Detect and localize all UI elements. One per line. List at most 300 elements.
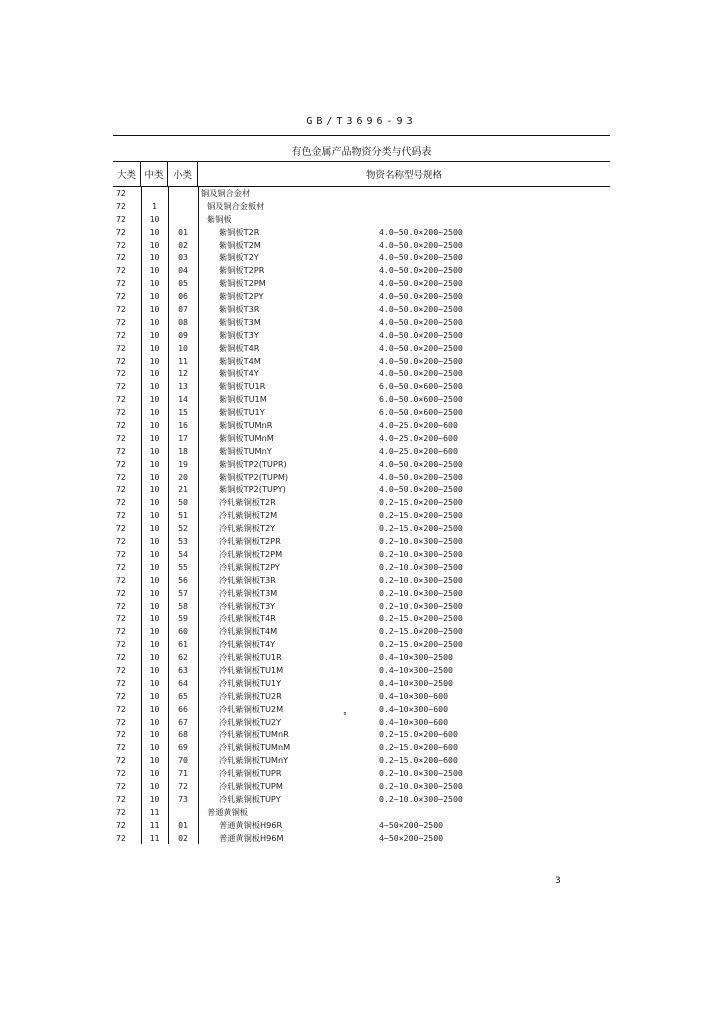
- cell-major: 72: [116, 626, 126, 637]
- cell-spec: 4.0~25.0×200~600: [379, 432, 458, 443]
- cell-minor: 57: [178, 587, 188, 598]
- cell-spec: 4.0~50.0×200~2500: [379, 458, 463, 469]
- cell-name-spec: [198, 612, 610, 625]
- cell-spec: 4.0~50.0×200~2500: [379, 278, 463, 289]
- cell-minor: 17: [178, 432, 188, 443]
- cell-middle: 10: [149, 690, 160, 701]
- cell-major: 72: [116, 574, 126, 585]
- cell-major: 72: [116, 703, 126, 714]
- cell-middle: 10: [149, 497, 160, 508]
- cell-minor: 15: [178, 407, 188, 418]
- cell-minor: 13: [178, 381, 188, 392]
- table-row: [113, 664, 610, 677]
- cell-name: 紫铜板TP2(TUPY): [219, 484, 286, 495]
- cell-name-spec: [198, 664, 610, 677]
- cell-minor: 08: [178, 316, 188, 327]
- cell-major: 72: [116, 381, 126, 392]
- cell-spec: 0.2~10.0×300~2500: [379, 600, 463, 611]
- table-row: [113, 483, 610, 496]
- cell-spec: 0.2~15.0×200~2500: [379, 497, 463, 508]
- table-row: [113, 574, 610, 587]
- table-row: [113, 445, 610, 458]
- cell-name: 冷轧紫铜板TUPR: [219, 768, 282, 779]
- cell-name-spec: [198, 638, 610, 651]
- cell-major: 72: [116, 793, 126, 804]
- cell-major: 72: [116, 304, 126, 315]
- table-row: [113, 277, 610, 290]
- cell-minor: 50: [178, 497, 188, 508]
- cell-spec: 0.2~15.0×200~600: [379, 742, 458, 753]
- cell-minor: 07: [178, 304, 188, 315]
- cell-name-spec: [198, 832, 610, 845]
- cell-minor: 09: [178, 329, 188, 340]
- cell-minor: 21: [178, 484, 188, 495]
- cell-middle: 10: [149, 265, 160, 276]
- cell-major: 72: [116, 316, 126, 327]
- cell-name-spec: [198, 445, 610, 458]
- cell-name: 紫铜板TUMnM: [219, 432, 274, 443]
- cell-name-spec: [198, 303, 610, 316]
- cell-name: 紫铜板T3M: [219, 316, 261, 327]
- cell-name-spec: [198, 226, 610, 239]
- cell-name: 冷轧紫铜板T4M: [219, 626, 278, 637]
- cell-middle: 10: [149, 742, 160, 753]
- cell-name-spec: [198, 780, 610, 793]
- cell-minor: 55: [178, 561, 188, 572]
- cell-spec: 0.2~15.0×200~2500: [379, 626, 463, 637]
- cell-middle: 10: [149, 213, 160, 224]
- table-row: [113, 651, 610, 664]
- cell-name: 紫铜板TU1R: [219, 381, 266, 392]
- cell-major: 72: [116, 613, 126, 624]
- table-row: [113, 638, 610, 651]
- cell-middle: 10: [149, 252, 160, 263]
- cell-name-spec: [198, 200, 610, 213]
- cell-name-spec: [198, 213, 610, 226]
- cell-spec: 0.4~10×300~600: [379, 703, 449, 714]
- table-row: [113, 432, 610, 445]
- cell-name-spec: [198, 574, 610, 587]
- cell-spec: 4.0~50.0×200~2500: [379, 304, 463, 315]
- cell-name: 冷轧紫铜板TUMnM: [219, 742, 291, 753]
- cell-name-spec: [198, 587, 610, 600]
- cell-middle: 10: [149, 355, 160, 366]
- cell-name: 紫铜板TUMnY: [219, 445, 272, 456]
- cell-major: 72: [116, 768, 126, 779]
- cell-middle: 10: [149, 587, 160, 598]
- cell-name: 冷轧紫铜板TU2M: [219, 703, 284, 714]
- cell-name: 冷轧紫铜板TU2R: [219, 690, 282, 701]
- cell-middle: 10: [149, 291, 160, 302]
- cell-major: 72: [116, 561, 126, 572]
- cell-major: 72: [116, 265, 126, 276]
- cell-spec: 4.0~50.0×200~2500: [379, 265, 463, 276]
- cell-major: 72: [116, 716, 126, 727]
- cell-minor: [168, 806, 198, 819]
- cell-minor: 67: [178, 716, 188, 727]
- cell-name-spec: [198, 522, 610, 535]
- cell-name-spec: [198, 277, 610, 290]
- table-row: [113, 251, 610, 264]
- cell-name-spec: [198, 458, 610, 471]
- cell-middle: 10: [149, 471, 160, 482]
- cell-spec: 0.4~10×300~2500: [379, 664, 453, 675]
- cell-major: 72: [116, 819, 126, 830]
- classification-table: [113, 161, 610, 844]
- column-divider: [141, 187, 142, 844]
- cell-name: 冷轧紫铜板TU1Y: [219, 677, 282, 688]
- cell-name-spec: [198, 355, 610, 368]
- cell-major: 72: [116, 639, 126, 650]
- header-middle: 中类: [141, 162, 168, 186]
- cell-name: 冷轧紫铜板TUMnY: [219, 755, 289, 766]
- cell-minor: 61: [178, 639, 188, 650]
- cell-name-spec: [198, 625, 610, 638]
- cell-major: 72: [116, 729, 126, 740]
- cell-middle: 10: [149, 755, 160, 766]
- table-row: [113, 677, 610, 690]
- cell-name: 冷轧紫铜板TU1R: [219, 652, 282, 663]
- cell-minor: 65: [178, 690, 188, 701]
- table-row: [113, 625, 610, 638]
- cell-name-spec: [198, 432, 610, 445]
- cell-middle: 11: [149, 832, 160, 843]
- cell-name: 普通黄铜板: [207, 806, 248, 817]
- table-row: [113, 806, 610, 819]
- cell-minor: 12: [178, 368, 188, 379]
- cell-minor: [168, 200, 198, 213]
- cell-name: 紫铜板T2M: [219, 239, 261, 250]
- cell-spec: 4.0~50.0×200~2500: [379, 226, 463, 237]
- cell-minor: 63: [178, 664, 188, 675]
- cell-name-spec: [198, 329, 610, 342]
- cell-minor: 01: [178, 226, 188, 237]
- cell-middle: 10: [149, 652, 160, 663]
- table-row: [113, 367, 610, 380]
- header-minor: 小类: [168, 162, 198, 186]
- cell-name-spec: [198, 483, 610, 496]
- cell-minor: 16: [178, 420, 188, 431]
- table-row: [113, 200, 610, 213]
- cell-major: 72: [116, 213, 126, 224]
- table-body: [113, 187, 610, 844]
- top-rule: [113, 135, 610, 136]
- cell-name: 冷轧紫铜板T4Y: [219, 639, 276, 650]
- cell-name: 冷轧紫铜板T2PM: [219, 548, 283, 559]
- cell-middle: 10: [149, 523, 160, 534]
- cell-middle: 10: [149, 703, 160, 714]
- cell-name: 紫铜板T2PM: [219, 278, 266, 289]
- cell-spec: 4.0~25.0×200~600: [379, 445, 458, 456]
- table-row: [113, 741, 610, 754]
- cell-name-spec: [198, 496, 610, 509]
- cell-name: 铜及铜合金板材: [207, 200, 265, 211]
- table-row: [113, 213, 610, 226]
- cell-major: 72: [116, 226, 126, 237]
- cell-middle: 10: [149, 445, 160, 456]
- cell-minor: 70: [178, 755, 188, 766]
- cell-name-spec: [198, 716, 610, 729]
- table-header: [113, 161, 610, 187]
- table-row: [113, 329, 610, 342]
- cell-middle: 10: [149, 394, 160, 405]
- cell-minor: 18: [178, 445, 188, 456]
- table-row: [113, 419, 610, 432]
- cell-minor: 51: [178, 510, 188, 521]
- cell-major: 72: [116, 652, 126, 663]
- cell-minor: 02: [178, 832, 188, 843]
- cell-name: 冷轧紫铜板T2PY: [219, 561, 280, 572]
- cell-name: 紫铜板T3R: [219, 304, 260, 315]
- cell-spec: 4.0~50.0×200~2500: [379, 484, 463, 495]
- cell-minor: 59: [178, 613, 188, 624]
- cell-name-spec: [198, 406, 610, 419]
- cell-name-spec: [198, 509, 610, 522]
- cell-spec: 4.0~50.0×200~2500: [379, 368, 463, 379]
- table-row: [113, 728, 610, 741]
- table-row: [113, 380, 610, 393]
- cell-major: 72: [116, 677, 126, 688]
- cell-major: 72: [116, 664, 126, 675]
- cell-minor: 72: [178, 780, 188, 791]
- cell-name-spec: [198, 342, 610, 355]
- table-title: 有色金属产品物资分类与代码表: [291, 147, 432, 158]
- cell-middle: 1: [152, 200, 157, 211]
- cell-name: 紫铜板: [207, 213, 232, 224]
- cell-major: 72: [116, 342, 126, 353]
- header-major: 大类: [113, 162, 141, 186]
- cell-spec: 0.2~15.0×200~2500: [379, 510, 463, 521]
- cell-name-spec: [198, 754, 610, 767]
- table-row: [113, 587, 610, 600]
- cell-spec: 4.0~50.0×200~2500: [379, 342, 463, 353]
- cell-name-spec: [198, 600, 610, 613]
- cell-name: 普通黄铜板H96R: [219, 819, 283, 830]
- cell-spec: 0.2~10.0×300~2500: [379, 768, 463, 779]
- table-row: [113, 612, 610, 625]
- cell-name: 冷轧紫铜板T3R: [219, 574, 276, 585]
- header-name-spec: 物资名称型号规格: [365, 170, 442, 181]
- column-divider: [198, 187, 199, 844]
- cell-major: 72: [116, 806, 126, 817]
- cell-spec: 0.2~10.0×300~2500: [379, 587, 463, 598]
- cell-middle: 11: [149, 819, 160, 830]
- cell-minor: 14: [178, 394, 188, 405]
- cell-middle: 10: [149, 316, 160, 327]
- cell-name: 冷轧紫铜板T2R: [219, 497, 276, 508]
- cell-middle: [141, 187, 168, 200]
- cell-name: 冷轧紫铜板TU2Y: [219, 716, 282, 727]
- cell-name-spec: [198, 819, 610, 832]
- cell-name: 紫铜板T4M: [219, 355, 261, 366]
- cell-spec: 4.0~50.0×200~2500: [379, 316, 463, 327]
- cell-major: 72: [116, 832, 126, 843]
- cell-middle: 10: [149, 226, 160, 237]
- cell-middle: 10: [149, 239, 160, 250]
- cell-name: 冷轧紫铜板T2PR: [219, 536, 281, 547]
- cell-spec: 0.2~10.0×300~2500: [379, 793, 463, 804]
- cell-major: 72: [116, 368, 126, 379]
- cell-major: 72: [116, 690, 126, 701]
- cell-name-spec: [198, 741, 610, 754]
- cell-major: 72: [116, 329, 126, 340]
- cell-spec: 0.2~15.0×200~2500: [379, 523, 463, 534]
- cell-middle: 10: [149, 716, 160, 727]
- cell-major: 72: [116, 252, 126, 263]
- cell-minor: 58: [178, 600, 188, 611]
- cell-major: 72: [116, 755, 126, 766]
- cell-middle: 10: [149, 600, 160, 611]
- table-row: [113, 522, 610, 535]
- cell-name-spec: [198, 367, 610, 380]
- cell-middle: 10: [149, 304, 160, 315]
- table-row: [113, 690, 610, 703]
- table-row: [113, 703, 610, 716]
- table-row: [113, 716, 610, 729]
- cell-name: 冷轧紫铜板TUPM: [219, 780, 283, 791]
- cell-name: 冷轧紫铜板T3Y: [219, 600, 276, 611]
- cell-name-spec: [198, 251, 610, 264]
- table-row: [113, 561, 610, 574]
- cell-name: 普通黄铜板H96M: [219, 832, 284, 843]
- cell-minor: 20: [178, 471, 188, 482]
- cell-major: 72: [116, 355, 126, 366]
- cell-spec: 4.0~50.0×200~2500: [379, 239, 463, 250]
- cell-major: 72: [116, 523, 126, 534]
- cell-name: 紫铜板TU1M: [219, 394, 267, 405]
- cell-middle: 10: [149, 574, 160, 585]
- cell-minor: 10: [178, 342, 188, 353]
- cell-name-spec: [198, 471, 610, 484]
- cell-major: 72: [116, 471, 126, 482]
- table-row: [113, 355, 610, 368]
- cell-middle: 10: [149, 613, 160, 624]
- cell-middle: 10: [149, 780, 160, 791]
- cell-minor: 62: [178, 652, 188, 663]
- cell-minor: 05: [178, 278, 188, 289]
- cell-middle: 10: [149, 458, 160, 469]
- cell-name-spec: [198, 264, 610, 277]
- cell-spec: 4.0~50.0×200~2500: [379, 291, 463, 302]
- cell-spec: 4~50×200~2500: [379, 819, 444, 830]
- cell-middle: 10: [149, 432, 160, 443]
- cell-major: 72: [116, 445, 126, 456]
- cell-spec: 0.2~15.0×200~600: [379, 729, 458, 740]
- cell-minor: [168, 187, 198, 200]
- cell-minor: 66: [178, 703, 188, 714]
- cell-middle: 10: [149, 420, 160, 431]
- cell-major: 72: [116, 420, 126, 431]
- cell-name: 冷轧紫铜板T3M: [219, 587, 278, 598]
- table-row: [113, 406, 610, 419]
- cell-major: 72: [116, 200, 126, 211]
- cell-name: 紫铜板T2R: [219, 226, 260, 237]
- table-row: [113, 754, 610, 767]
- table-row: [113, 458, 610, 471]
- cell-name: 冷轧紫铜板T4R: [219, 613, 276, 624]
- cell-spec: 0.2~10.0×300~2500: [379, 561, 463, 572]
- table-row: [113, 342, 610, 355]
- cell-minor: 06: [178, 291, 188, 302]
- cell-middle: 10: [149, 329, 160, 340]
- cell-spec: 0.2~10.0×300~2500: [379, 536, 463, 547]
- cell-major: 72: [116, 536, 126, 547]
- cell-middle: 10: [149, 768, 160, 779]
- cell-name-spec: [198, 690, 610, 703]
- standard-code: GB/T3696-93: [306, 116, 417, 127]
- cell-name: 紫铜板T2Y: [219, 252, 259, 263]
- cell-name-spec: [198, 561, 610, 574]
- cell-spec: 0.4~10×300~2500: [379, 677, 453, 688]
- table-row: [113, 793, 610, 806]
- cell-name-spec: [198, 290, 610, 303]
- table-row: [113, 600, 610, 613]
- cell-middle: 10: [149, 368, 160, 379]
- cell-name-spec: [198, 767, 610, 780]
- cell-middle: 10: [149, 484, 160, 495]
- table-row: [113, 767, 610, 780]
- cell-spec: 0.2~15.0×200~2500: [379, 613, 463, 624]
- cell-minor: 01: [178, 819, 188, 830]
- cell-spec: 4.0~50.0×200~2500: [379, 471, 463, 482]
- table-row: [113, 509, 610, 522]
- table-row: [113, 832, 610, 845]
- table-row: [113, 239, 610, 252]
- cell-major: 72: [116, 780, 126, 791]
- cell-spec: 0.2~15.0×200~2500: [379, 639, 463, 650]
- cell-middle: 10: [149, 342, 160, 353]
- cell-spec: 4.0~50.0×200~2500: [379, 252, 463, 263]
- table-row: [113, 471, 610, 484]
- cell-minor: 73: [178, 793, 188, 804]
- cell-major: 72: [116, 497, 126, 508]
- cell-minor: 64: [178, 677, 188, 688]
- cell-name: 冷轧紫铜板T2Y: [219, 523, 276, 534]
- cell-name: 冷轧紫铜板TU1M: [219, 664, 284, 675]
- cell-middle: 11: [149, 806, 160, 817]
- cell-name: 冷轧紫铜板TUPY: [219, 793, 281, 804]
- cell-middle: 10: [149, 381, 160, 392]
- table-row: [113, 819, 610, 832]
- cell-spec: 0.2~15.0×200~600: [379, 755, 458, 766]
- cell-name: 紫铜板TP2(TUPR): [219, 458, 287, 469]
- cell-minor: 68: [178, 729, 188, 740]
- cell-name: 紫铜板TUMnR: [219, 420, 273, 431]
- cell-major: 72: [116, 587, 126, 598]
- cell-name-spec: [198, 793, 610, 806]
- table-row: [113, 548, 610, 561]
- cell-minor: 03: [178, 252, 188, 263]
- cell-spec: 6.0~50.0×600~2500: [379, 394, 463, 405]
- cell-middle: 10: [149, 278, 160, 289]
- cell-spec: 6.0~50.0×600~2500: [379, 407, 463, 418]
- cell-name: 紫铜板T4R: [219, 342, 260, 353]
- cell-spec: 0.2~10.0×300~2500: [379, 548, 463, 559]
- table-row: [113, 303, 610, 316]
- cell-major: 72: [116, 742, 126, 753]
- cell-name-spec: [198, 535, 610, 548]
- cell-minor: 52: [178, 523, 188, 534]
- cell-major: 72: [116, 278, 126, 289]
- cell-major: 72: [116, 458, 126, 469]
- cell-middle: 10: [149, 664, 160, 675]
- cell-minor: 69: [178, 742, 188, 753]
- cell-middle: 10: [149, 639, 160, 650]
- cell-minor: 71: [178, 768, 188, 779]
- cell-name: 紫铜板T2PY: [219, 291, 264, 302]
- cell-major: 72: [116, 188, 126, 198]
- cell-name-spec: [198, 703, 610, 716]
